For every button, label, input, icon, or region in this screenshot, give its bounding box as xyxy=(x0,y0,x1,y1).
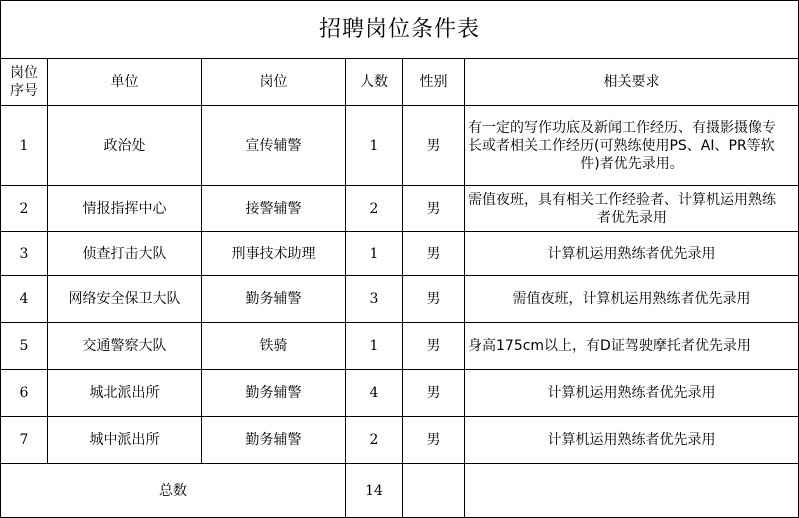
table-title: 招聘岗位条件表 xyxy=(1,1,799,59)
row-unit: 情报指挥中心 xyxy=(48,186,202,232)
header-unit: 单位 xyxy=(48,59,202,106)
title-row xyxy=(1,1,799,59)
row-seq: 6 xyxy=(1,370,48,417)
row-seq: 1 xyxy=(1,106,48,186)
row-unit: 交通警察大队 xyxy=(48,323,202,370)
req-line: 长或者相关工作经历(可熟练使用PS、AI、PR等软 xyxy=(468,137,775,154)
row-post: 勤务辅警 xyxy=(202,276,346,323)
row-count: 1 xyxy=(346,323,403,370)
total-gender-empty xyxy=(403,464,465,518)
row-post: 刑事技术助理 xyxy=(202,232,346,276)
row-count: 2 xyxy=(346,186,403,232)
req-line: 需值夜班，具有相关工作经验者、计算机运用熟练 xyxy=(468,191,776,208)
row-post: 宣传辅警 xyxy=(202,106,346,186)
row-seq: 5 xyxy=(1,323,48,370)
row-unit: 侦查打击大队 xyxy=(48,232,202,276)
table-row xyxy=(1,417,799,464)
header-row xyxy=(1,59,799,106)
row-count: 2 xyxy=(346,417,403,464)
req-line: 者优先录用 xyxy=(597,209,668,226)
row-post: 铁骑 xyxy=(202,323,346,370)
total-label: 总数 xyxy=(1,464,346,518)
total-count: 14 xyxy=(346,464,403,518)
total-requirements-empty xyxy=(465,464,799,518)
header-count: 人数 xyxy=(346,59,403,106)
row-requirements: 计算机运用熟练者优先录用 xyxy=(465,417,799,464)
row-post: 接警辅警 xyxy=(202,186,346,232)
row-requirements xyxy=(465,186,799,232)
row-seq: 3 xyxy=(1,232,48,276)
row-requirements: 需值夜班，计算机运用熟练者优先录用 xyxy=(465,276,799,323)
row-unit: 网络安全保卫大队 xyxy=(48,276,202,323)
row-seq: 7 xyxy=(1,417,48,464)
row-requirements: 身高175cm以上，有D证驾驶摩托者优先录用 xyxy=(465,323,799,370)
header-seq-line1: 岗位 xyxy=(10,65,38,81)
row-seq: 4 xyxy=(1,276,48,323)
header-seq xyxy=(1,59,48,106)
row-requirements: 计算机运用熟练者优先录用 xyxy=(465,232,799,276)
header-requirements: 相关要求 xyxy=(465,59,799,106)
row-requirements xyxy=(465,106,799,186)
row-count: 1 xyxy=(346,232,403,276)
row-gender: 男 xyxy=(403,417,465,464)
row-gender: 男 xyxy=(403,370,465,417)
row-count: 3 xyxy=(346,276,403,323)
table-row xyxy=(1,186,799,232)
req-line: 件)者优先录用。 xyxy=(580,155,684,172)
row-post: 勤务辅警 xyxy=(202,417,346,464)
row-seq: 2 xyxy=(1,186,48,232)
row-unit: 城北派出所 xyxy=(48,370,202,417)
row-requirements: 计算机运用熟练者优先录用 xyxy=(465,370,799,417)
header-seq-line2: 序号 xyxy=(10,83,38,99)
row-gender: 男 xyxy=(403,276,465,323)
table-row xyxy=(1,106,799,186)
table-row xyxy=(1,323,799,370)
row-gender: 男 xyxy=(403,186,465,232)
row-count: 4 xyxy=(346,370,403,417)
row-count: 1 xyxy=(346,106,403,186)
row-gender: 男 xyxy=(403,232,465,276)
req-line: 有一定的写作功底及新闻工作经历、有摄影摄像专 xyxy=(468,119,776,136)
header-post: 岗位 xyxy=(202,59,346,106)
table-row xyxy=(1,232,799,276)
total-row xyxy=(1,464,799,518)
header-gender: 性别 xyxy=(403,59,465,106)
row-gender: 男 xyxy=(403,106,465,186)
table-row xyxy=(1,276,799,323)
row-post: 勤务辅警 xyxy=(202,370,346,417)
row-gender: 男 xyxy=(403,323,465,370)
row-unit: 政治处 xyxy=(48,106,202,186)
table-row xyxy=(1,370,799,417)
row-unit: 城中派出所 xyxy=(48,417,202,464)
